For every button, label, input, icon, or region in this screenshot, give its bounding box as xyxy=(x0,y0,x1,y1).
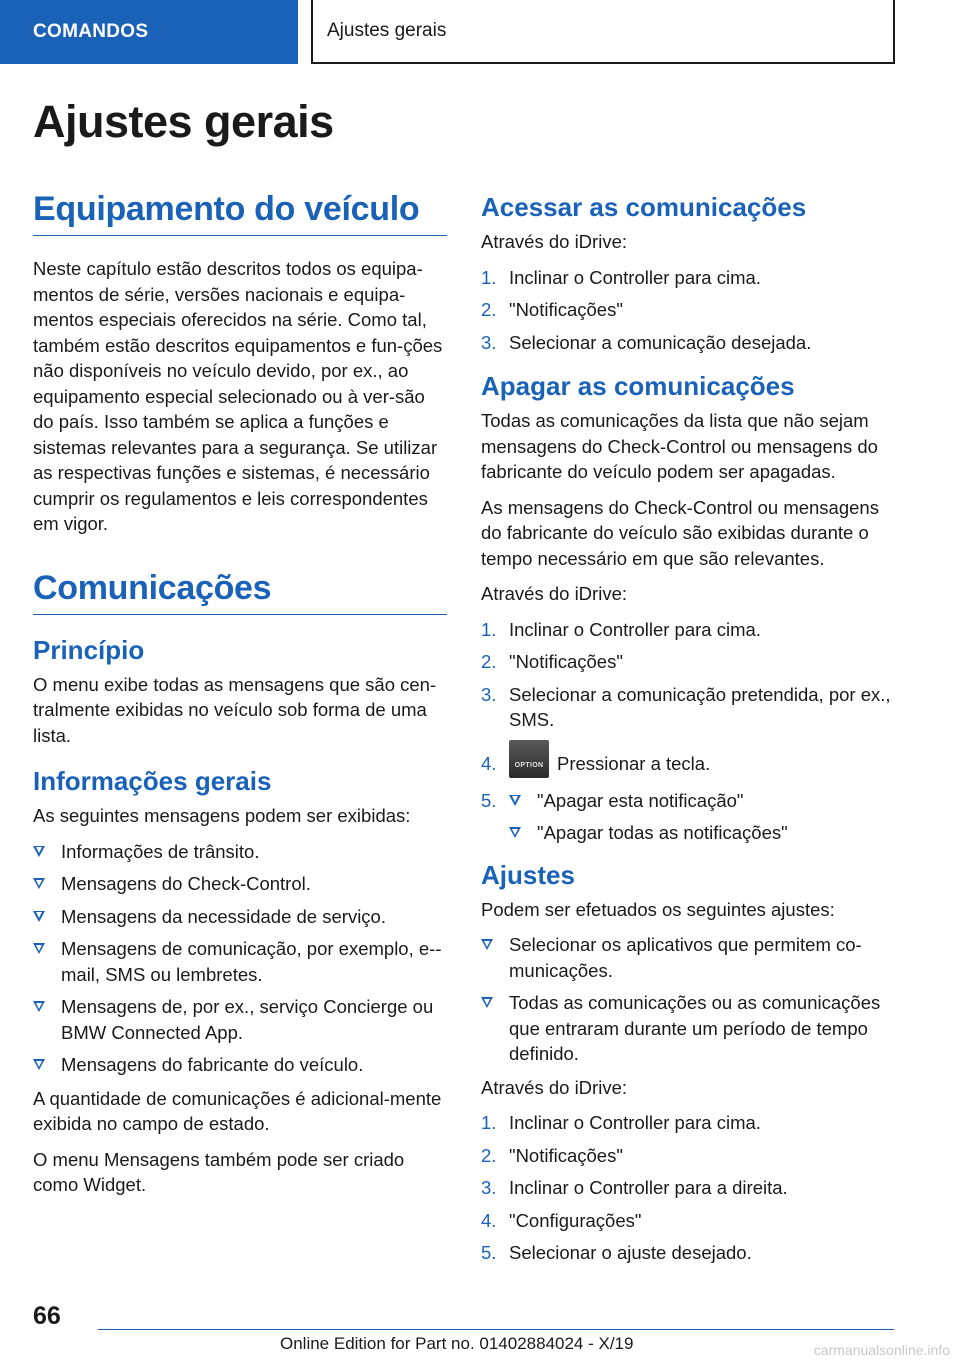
ajustes-intro: Podem ser efetuados os seguintes ajustes: xyxy=(481,898,835,920)
triangle-bullet-icon xyxy=(509,827,521,838)
triangle-bullet-icon xyxy=(33,846,45,857)
ajustes-list xyxy=(481,932,895,1067)
list-item: Informações de trânsito. xyxy=(33,839,447,865)
page-number: 66 xyxy=(33,1302,61,1330)
step-item: 2. "Notificações" xyxy=(481,1144,623,1166)
step-item: 4. OPTION Pressionar a tecla. xyxy=(481,751,895,778)
triangle-bullet-icon xyxy=(509,795,521,806)
list-item: Mensagens do fabricante do veículo. xyxy=(33,1052,447,1078)
footer-divider xyxy=(98,1329,894,1330)
triangle-bullet-icon xyxy=(33,1059,45,1070)
list-item: Todas as comunicações ou as comunicações que entraram durante um período de tempo definido. xyxy=(481,990,895,1067)
step-item: 4. "Configurações" xyxy=(481,1209,642,1231)
chapter-header: Ajustes gerais xyxy=(311,0,895,64)
watermark: carmanualsonline.info xyxy=(813,1342,950,1358)
apagar-intro: Através do iDrive: xyxy=(481,583,627,604)
list-item: "Apagar esta notificação" xyxy=(509,788,895,814)
step-item: 1. Inclinar o Controller para cima. xyxy=(481,1112,761,1134)
triangle-bullet-icon xyxy=(33,1001,45,1012)
step-item: 2. "Notificações" xyxy=(481,651,623,672)
apagar-text-2: As mensagens do Check-Control ou mensagens do fabricante do veículo são exibidas durante o tempo necessário em que são relevantes. xyxy=(481,496,879,569)
step-item: 5. "Apagar esta notificação" "Apagar todas as notificações" xyxy=(481,788,895,846)
apagar-steps xyxy=(481,617,895,846)
list-item: Mensagens do Check-Control. xyxy=(33,871,447,897)
triangle-bullet-icon xyxy=(33,943,45,954)
acessar-intro: Através do iDrive: xyxy=(481,231,627,252)
apagar-text-1: Todas as comunicações da lista que não sejam mensagens do Check-Control ou mensagens do fabricante do veículo podem ser apagadas. xyxy=(481,410,878,482)
list-item: "Apagar todas as notificações" xyxy=(509,820,895,846)
info-list xyxy=(33,839,447,1078)
option-key-icon: OPTION xyxy=(509,740,549,778)
step-item: 5. Selecionar o ajuste desejado. xyxy=(481,1242,752,1264)
subheading-apagar: Apagar as comunicações xyxy=(481,371,795,401)
footer-edition: Online Edition for Part no. 01402884024 - X/19 xyxy=(280,1334,634,1353)
section-heading-comunicacoes: Comunicações xyxy=(33,569,447,615)
ajustes-steps xyxy=(481,1110,895,1266)
right-column xyxy=(481,192,895,1274)
subheading-acessar: Acessar as comunicações xyxy=(481,192,807,222)
info-text-1: A quantidade de comunicações é adicional-mente exibida no campo de estado. xyxy=(33,1087,442,1134)
subheading-informacoes-gerais: Informações gerais xyxy=(33,766,272,796)
list-item: Mensagens de, por ex., serviço Concierge ou BMW Connected App. xyxy=(33,994,447,1045)
section-heading-equipamento: Equipamento do veículo xyxy=(33,190,447,236)
step-item: 2. "Notificações" xyxy=(481,299,623,320)
ajustes-intro-2: Através do iDrive: xyxy=(481,1076,627,1098)
acessar-steps xyxy=(481,265,895,356)
list-item: Mensagens da necessidade de serviço. xyxy=(33,904,447,930)
triangle-bullet-icon xyxy=(481,997,493,1008)
step-item: 1. Inclinar o Controller para cima. xyxy=(481,266,761,288)
info-intro: As seguintes mensagens podem ser exibidas: xyxy=(33,805,411,826)
section-tab: COMANDOS xyxy=(0,0,298,64)
step-item: 1. Inclinar o Controller para cima. xyxy=(481,618,761,640)
subheading-principio: Princípio xyxy=(33,634,145,665)
left-column xyxy=(33,190,447,1208)
subheading-ajustes: Ajustes xyxy=(481,859,575,890)
list-item: Mensagens de comunicação, por exemplo, e--mail, SMS ou lembretes. xyxy=(33,936,447,987)
info-text-2: O menu Mensagens também pode ser criado como Widget. xyxy=(33,1148,405,1195)
list-item: Selecionar os aplicativos que permitem co-municações. xyxy=(481,932,895,983)
step-item: 3. Selecionar a comunicação desejada. xyxy=(481,331,812,353)
principio-text: O menu exibe todas as mensagens que são cen-tralmente exibidas no veículo sob forma de uma lista. xyxy=(33,673,437,746)
page-title: Ajustes gerais xyxy=(33,96,334,147)
step-item: 3. Selecionar a comunicação pretendida, por ex., SMS. xyxy=(481,683,891,730)
triangle-bullet-icon xyxy=(33,911,45,922)
triangle-bullet-icon xyxy=(33,878,45,889)
apagar-sub-options xyxy=(509,788,895,846)
equipamento-text: Neste capítulo estão descritos todos os equipa-mentos de série, versões nacionais e equipa-mentos especiais oferecidos na série. Como tal, também estão descritos equipamentos e fun-ções não disponíveis no veículo devido, por ex., ao equipamento especial selecionado ou à ver-são do país. Isso também se aplica a funções e sistemas relevantes para a segurança. Se utilizar as respectivas funções e sistemas, é necessário cumprir os regulamentos e leis correspondentes em vigor. xyxy=(33,258,443,534)
triangle-bullet-icon xyxy=(481,939,493,950)
step-item: 3. Inclinar o Controller para a direita. xyxy=(481,1177,788,1199)
